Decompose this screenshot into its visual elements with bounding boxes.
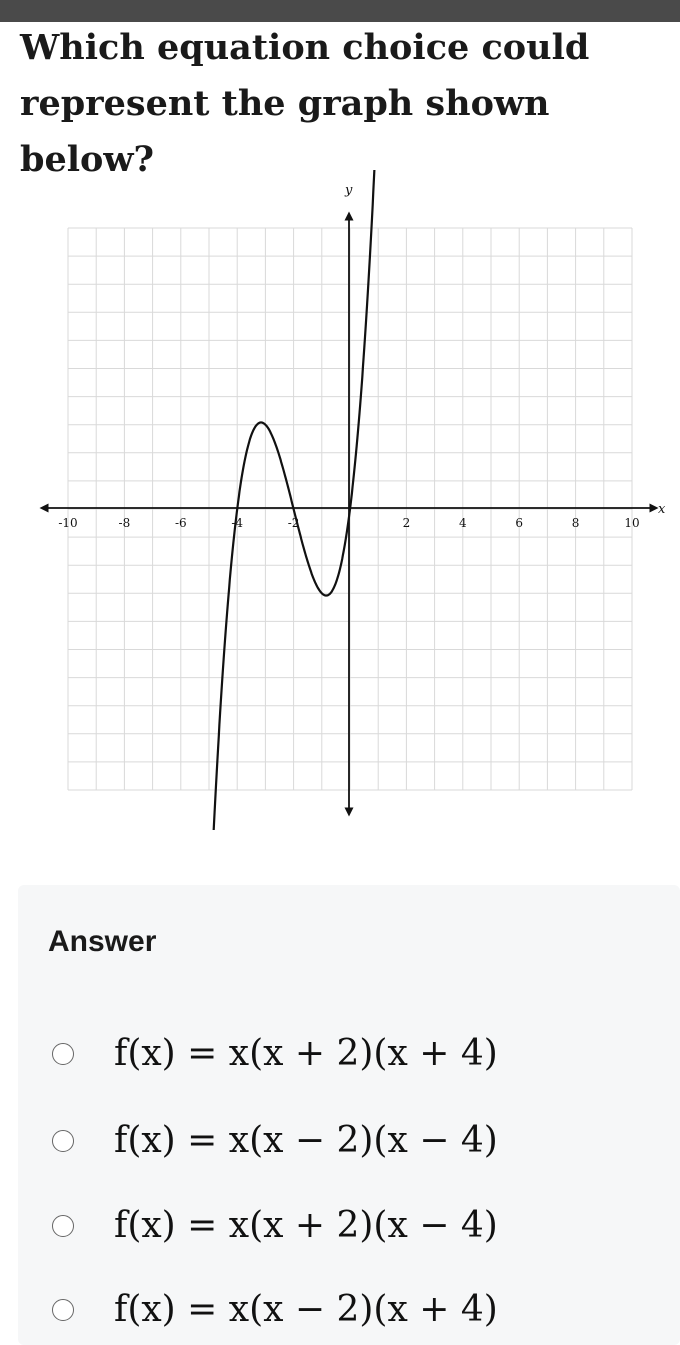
x-tick-label: 4 (458, 516, 467, 530)
top-bar (0, 0, 680, 22)
choice-b-label: f(x) = x(x − 2)(x − 4) (114, 1120, 498, 1161)
x-tick-label: -8 (118, 516, 131, 530)
choice-d-label: f(x) = x(x − 2)(x + 4) (114, 1289, 498, 1330)
x-tick-label: -6 (174, 516, 187, 530)
x-tick-label: 10 (624, 516, 640, 530)
x-tick-label: -2 (287, 516, 300, 530)
answer-heading: Answer (48, 925, 157, 958)
choice-c-label: f(x) = x(x + 2)(x − 4) (114, 1205, 498, 1246)
choice-b[interactable] (52, 1118, 652, 1168)
question-line-1: Which equation choice could (20, 27, 590, 68)
x-tick-label: 6 (515, 516, 524, 530)
choice-a[interactable] (52, 1031, 652, 1081)
choice-c[interactable] (52, 1203, 652, 1253)
choice-d[interactable] (52, 1287, 652, 1337)
question-text (20, 20, 670, 188)
x-axis-label: x (658, 502, 666, 517)
radio-button-icon[interactable] (52, 1043, 74, 1065)
x-tick-label: -4 (231, 516, 244, 530)
radio-button-icon[interactable] (52, 1215, 74, 1237)
x-tick-label: 8 (571, 516, 580, 530)
radio-button-icon[interactable] (52, 1130, 74, 1152)
y-axis-label: y (345, 183, 353, 198)
x-tick-label: -10 (58, 516, 78, 530)
cubic-function-graph (0, 170, 680, 830)
question-line-2: represent the graph shown below? (20, 83, 550, 180)
answer-panel (18, 885, 680, 1345)
x-tick-label: 2 (402, 516, 411, 530)
choice-a-label: f(x) = x(x + 2)(x + 4) (114, 1033, 498, 1074)
radio-button-icon[interactable] (52, 1299, 74, 1321)
